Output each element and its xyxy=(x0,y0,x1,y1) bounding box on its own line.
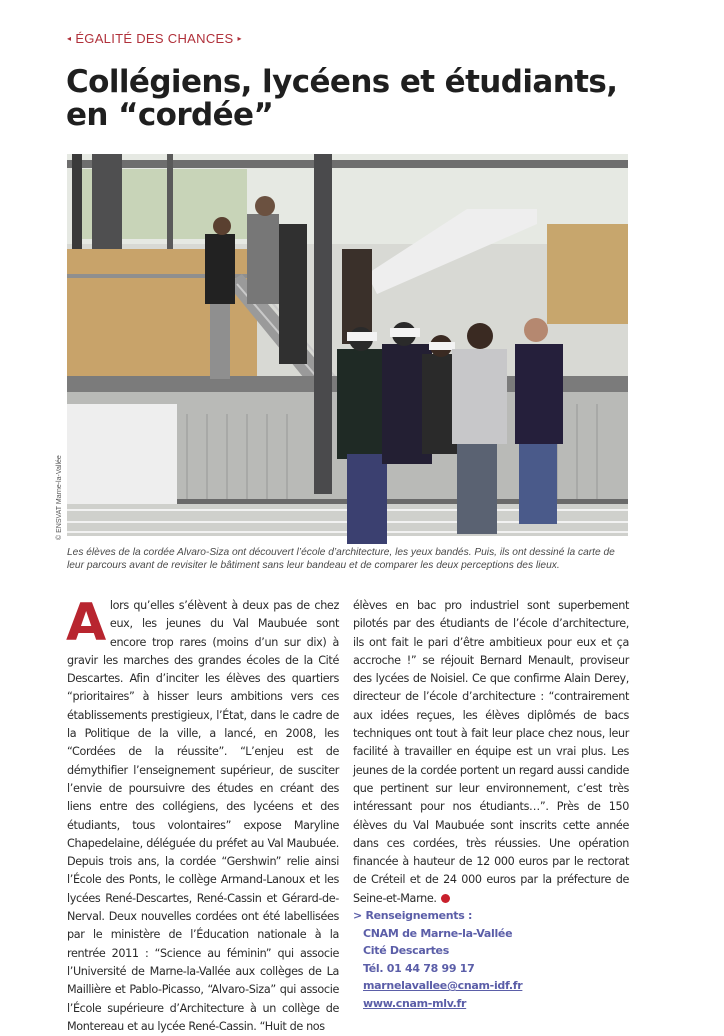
info-heading: > Renseignements : xyxy=(353,909,473,922)
info-location: Cité Descartes xyxy=(363,944,449,957)
photo-illustration xyxy=(67,154,628,536)
article-title xyxy=(66,66,666,132)
info-website-link[interactable]: www.cnam-mlv.fr xyxy=(363,996,467,1010)
title-line-2: en “cordée” xyxy=(66,97,274,133)
article-column-left xyxy=(66,593,339,1036)
end-of-article-dot-icon xyxy=(441,894,450,903)
left-column-text: lors qu’elles s’élèvent à deux pas de chez eux, les jeunes du Val Maubuée sont encore trop rares (moins d’un sur dix) à gravir les marches des grandes écoles de la Cité Descartes. Afin d’inciter les élèves des quartiers “prioritaires” à hisser leurs ambitions vers ces établissements prestigieux, l’État, dans le cadre de la Politique de la ville, a lancé, en 2008, les “Cordées de la réussite”. “L’enjeu est de démythifier l’enseignement supérieur, de susciter l’envie de poursuivre des études en créant des liens entre des collégiens, des lycéens et des étudiants, tous volontaires” expose Maryline Chapedelaine, déléguée du préfet au Val Maubuée. Depuis trois ans, la cordée “Gershwin” relie ainsi l’École des Ponts, le collège Armand-Lanoux et les lycées René-Descartes, René-Cassin et Gérard-de-Nerval. Deux nouvelles cordées ont été labellisées par le ministère de l’Éducation nationale à la rentrée 2011 : “Science au féminin” qui associe l’Université de Marne-la-Vallée aux collèges de La Maillière et Pablo-Picasso, “Alvaro-Siza” qui associe l’École supérieure d’Architecture à un collège de Montereau et au lycée René-Cassin. “Huit de nos xyxy=(67,599,339,1033)
article-column-right xyxy=(353,597,629,908)
left-arrow-icon: ◂ xyxy=(67,34,72,43)
right-arrow-icon: ▸ xyxy=(237,34,242,43)
article-photo xyxy=(67,154,628,536)
right-column-text: élèves en bac pro industriel sont superbement pilotés par des étudiants de l’école d’architecture, ils ont fait le pari d’être ambitieux pour eux et ça accroche !” se réjouit Bernard Menault, proviseur des lycées de Noisiel. Ce que confirme Alain Derey, directeur de l’école d’architecture : “contrairement aux idées reçues, les élèves diplômés de bacs techniques ont tout à fait leur place chez nous, leur facilité à travailler en équipe est un vrai plus. Les jeunes de la cordée portent un regard aussi candide que pertinent sur leur environnement, c’est très intéressant pour nos étudiants…”. Près de 150 élèves du Val Maubuée sont inscrits cette année dans ces cordées, très réussies. Une opération financée à hauteur de 12 000 euros par le rectorat de Créteil et de 24 000 euros par la préfecture de Seine-et-Marne. xyxy=(353,599,629,905)
photo-credit: © ENSVAT Marne-la-Vallée xyxy=(56,455,63,540)
info-organisation: CNAM de Marne-la-Vallée xyxy=(363,926,513,940)
photo-caption: Les élèves de la cordée Alvaro-Siza ont découvert l’école d’architecture, les yeux bandés. Puis, ils ont dessiné la carte de leur parcours avant de revisiter le bâtiment sans leur bandeau et de comparer les deux perceptions des lieux. xyxy=(67,547,615,571)
info-email-link[interactable]: marnelavallee@cnam-idf.fr xyxy=(363,979,523,992)
drop-cap: A xyxy=(66,593,106,653)
section-label: ÉGALITÉ DES CHANCES xyxy=(75,31,234,46)
info-box xyxy=(353,907,522,1012)
info-phone: Tél. 01 44 78 99 17 xyxy=(363,961,475,975)
section-rubric xyxy=(67,31,242,46)
title-line-1: Collégiens, lycéens et étudiants, xyxy=(66,64,618,100)
